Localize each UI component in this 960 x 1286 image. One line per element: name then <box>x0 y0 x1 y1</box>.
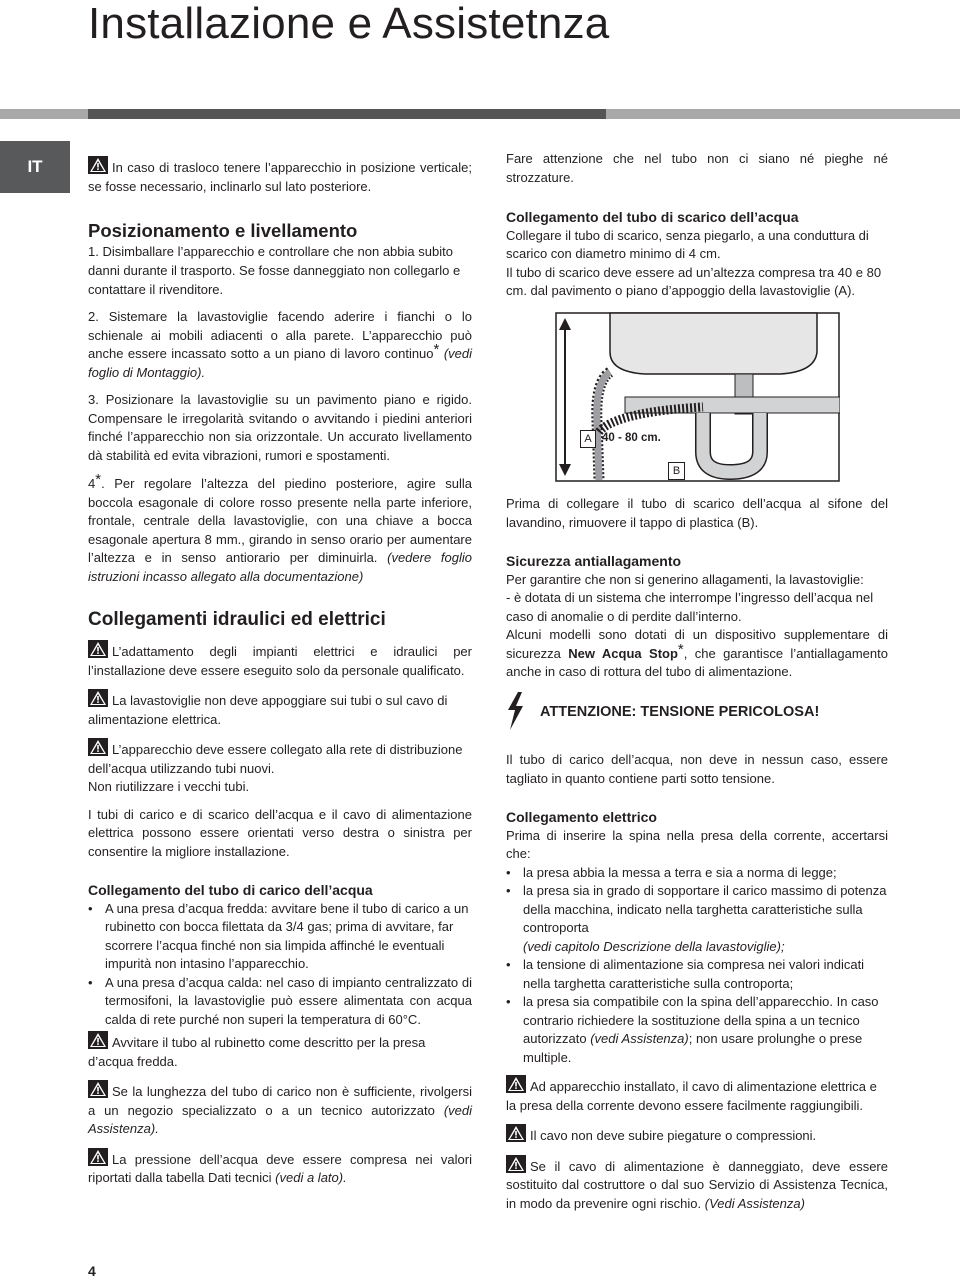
flood-p2: - è dotata di un sistema che interrompe l’ingresso dell’acqua nel caso di anomalie o di perdite dall’interno. <box>506 590 874 624</box>
connections-warning-1: L’adattamento degli impianti elettrici e idraulici per l’installazione deve essere eseguito solo da personale qualificato. <box>88 640 472 680</box>
left-column <box>88 156 472 1188</box>
step-4: 4*. Per regolare l’altezza del piedino posteriore, agire sulla boccola esagonale di colore rosso presente nella parte inferiore, frontale, centrale della lavastoviglie, con una chiave a bocca esagonale apertura 8 mm., girando in senso orario per aumentare l’altezza e in senso antiorario per diminuirla. (vedere foglio istruzioni incasso allegato alla documentazione) <box>88 471 472 584</box>
electric-warning-1: Ad apparecchio installato, il cavo di alimentazione elettrica e la presa della corrente devono essere facilmente raggiungibili. <box>506 1075 888 1115</box>
drain-p3: Prima di collegare il tubo di scarico dell’acqua al sifone del lavandino, rimuovere il tappo di plastica (B). <box>506 496 888 530</box>
section-heading-flood: Sicurezza antiallagamento <box>506 553 682 569</box>
section-heading-connections: Collegamenti idraulici ed elettrici <box>88 609 386 630</box>
section-heading-inlet: Collegamento del tubo di carico dell’acqua <box>88 882 373 898</box>
warning-icon <box>88 156 108 174</box>
drain-diagram <box>555 312 840 482</box>
warning-icon <box>506 1075 526 1093</box>
right-column-bottom <box>506 751 888 1213</box>
electric-p1: Prima di inserire la spina nella presa della corrente, accertarsi che: <box>506 827 888 861</box>
list-item: • A una presa d’acqua fredda: avvitare bene il tubo di carico a un rubinetto con bocca filettata da 3/4 gas; prima di avvitare, far scorrere l’acqua finché non sia limpida affinché le eventuali impurità non intasino l’apparecchio. <box>88 900 472 974</box>
warning-icon <box>506 1124 526 1142</box>
connections-warning-2: La lavastoviglie non deve appoggiare sui tubi o sul cavo di alimentazione elettrica. <box>88 689 472 729</box>
label-a: A <box>580 430 596 448</box>
inlet-list <box>88 900 472 1030</box>
list-item: • A una presa d’acqua calda: nel caso di impianto centralizzato di termosifoni, la lavastoviglie può essere alimentata con acqua calda di rete purché non superi la temperatura di 60°C. <box>88 974 472 1030</box>
label-b: B <box>668 462 685 480</box>
list-item: • la tensione di alimentazione sia compresa nei valori indicati nella targhetta caratteristiche sulla controporta; <box>506 956 888 993</box>
page-title: Installazione e Assistetnza <box>88 0 610 48</box>
inlet-warning-2: Se la lunghezza del tubo di carico non è sufficiente, rivolgersi a un negozio specializzato o a un tecnico autorizzato (vedi Assistenza). <box>88 1080 472 1139</box>
warning-icon <box>88 640 108 658</box>
step-2: 2. Sistemare la lavastoviglie facendo aderire i fianchi o lo schienale ai mobili adiacenti o alla parete. L’apparecchio può anche essere incassato sotto a un piano di lavoro continuo* (vedi foglio di Montaggio). <box>88 309 472 380</box>
right-column <box>506 150 888 301</box>
transport-warning: In caso di trasloco tenere l’apparecchio in posizione verticale; se fosse necessario, inclinarlo sul lato posteriore. <box>88 156 472 196</box>
list-item: • la presa sia in grado di sopportare il carico massimo di potenza della macchina, indicato nella targhetta caratteristiche sulla controporta (vedi capitolo Descrizione della lavastoviglie); <box>506 882 888 956</box>
flood-p3: Alcuni modelli sono dotati di un dispositivo supplementare di sicurezza New Acqua Stop*, che garantisce l’antiallagamento anche in caso di rottura del tubo di alimentazione. <box>506 627 888 679</box>
section-heading-electric: Collegamento elettrico <box>506 809 657 825</box>
inlet-warning-1: Avvitare il tubo al rubinetto come descritto per la presa d’acqua fredda. <box>88 1031 472 1071</box>
danger-text: Il tubo di carico dell’acqua, non deve in nessun caso, essere tagliato in quanto contiene parti sotto tensione. <box>506 752 888 786</box>
step-3: 3. Posizionare la lavastoviglie su un pavimento piano e rigido. Compensare le irregolarità svitando o avvitando i piedini anteriori finché l’apparecchio non sia orizzontale. Un accurato livellamento dà stabilità ed evita vibrazioni, rumori e spostamenti. <box>88 392 472 463</box>
electric-warning-2: Il cavo non deve subire piegature o compressioni. <box>506 1124 888 1146</box>
list-item: • la presa abbia la messa a terra e sia a norma di legge; <box>506 864 888 883</box>
warning-icon <box>88 1148 108 1166</box>
warning-icon <box>88 689 108 707</box>
drain-p1: Collegare il tubo di scarico, senza piegarlo, a una conduttura di scarico con diametro minimo di 4 cm. <box>506 227 869 261</box>
language-tab: IT <box>0 141 70 193</box>
label-height-range: 40 - 80 cm. <box>602 432 661 444</box>
header-bar <box>0 109 960 119</box>
drain-p2: Il tubo di scarico deve essere ad un’altezza compresa tra 40 e 80 cm. dal pavimento o piano d’appoggio della lavastoviglie (A). <box>506 264 882 298</box>
inlet-warning-3: La pressione dell’acqua deve essere compresa nei valori riportati dalla tabella Dati tecnici (vedi a lato). <box>88 1148 472 1188</box>
high-voltage-icon <box>506 692 524 735</box>
warning-icon <box>506 1155 526 1173</box>
list-item: • la presa sia compatibile con la spina dell’apparecchio. In caso contrario richiedere la sostituzione della spina a un tecnico autorizzato (vedi Assistenza); non usare prolunghe o prese multiple. <box>506 993 888 1067</box>
warning-icon <box>88 1031 108 1049</box>
section-heading-positioning: Posizionamento e livellamento <box>88 220 358 241</box>
step-1: 1. Disimballare l’apparecchio e controllare che non abbia subito danni durante il trasporto. Se fosse danneggiato non collegarlo e contattare il rivenditore. <box>88 244 461 297</box>
right-column-lower <box>506 495 888 682</box>
electric-list <box>506 864 888 1068</box>
connections-orientation: I tubi di carico e di scarico dell’acqua e il cavo di alimentazione elettrica possono essere orientati verso destra o sinistra per consentire la migliore installazione. <box>88 806 472 859</box>
no-kinks-note: Fare attenzione che nel tubo non ci siano né pieghe né strozzature. <box>506 151 888 185</box>
connections-warning-3: L’apparecchio deve essere collegato alla rete di distribuzione dell’acqua utilizzando tubi nuovi. Non riutilizzare i vecchi tubi. <box>88 738 472 797</box>
flood-p1: Per garantire che non si generino allagamenti, la lavastoviglie: <box>506 571 864 587</box>
section-heading-drain: Collegamento del tubo di scarico dell’acqua <box>506 209 799 225</box>
warning-icon <box>88 738 108 756</box>
danger-heading: ATTENZIONE: TENSIONE PERICOLOSA! <box>540 704 820 720</box>
warning-icon <box>88 1080 108 1098</box>
electric-warning-3: Se il cavo di alimentazione è danneggiato, deve essere sostituito dal costruttore o dal suo Servizio di Assistenza Tecnica, in modo da prevenire ogni rischio. (Vedi Assistenza) <box>506 1155 888 1214</box>
page-number: 4 <box>88 1263 96 1279</box>
